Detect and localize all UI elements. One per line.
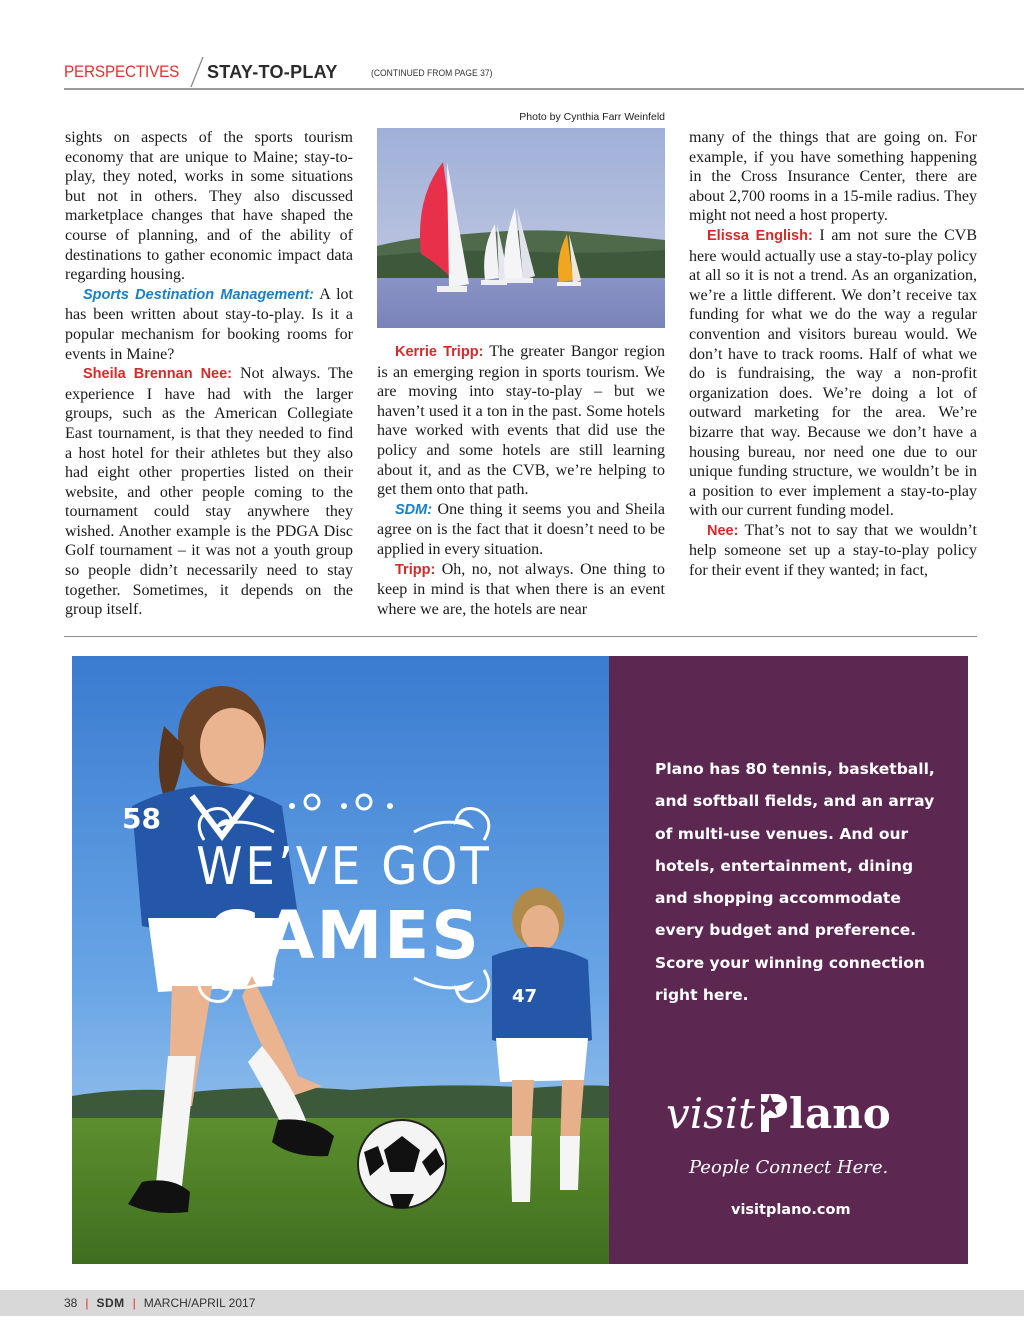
footer-divider: | (85, 1296, 89, 1310)
page-header (64, 58, 1024, 92)
speaker-name: Kerrie Tripp: (395, 344, 484, 360)
soccer-photo (72, 656, 609, 1264)
paragraph-text: That’s not to say that we wouldn’t help someone set up a stay-to-play policy for their event if they wanted; in fact, (689, 521, 977, 580)
magazine-name: SDM (96, 1296, 125, 1310)
article-column-3 (689, 128, 977, 581)
star-p-icon (755, 1088, 789, 1134)
paragraph (689, 521, 977, 581)
paragraph-text: A lot has been written about stay-to-play. Is it a popular mechanism for booking rooms for events in Maine? (65, 285, 353, 363)
speaker-name: Elissa English: (707, 227, 813, 244)
ad-copy-line: Score your winning connection (655, 953, 925, 972)
paragraph (377, 342, 665, 500)
speaker-name: Sports Destination Management: (83, 286, 314, 303)
continued-note: (CONTINUED FROM PAGE 37) (371, 68, 493, 79)
paragraph: many of the things that are going on. For example, if you have something happening in the Cross Insurance Center, there are about 2,700 rooms in a 15-mile radius. They might not need a host property. (689, 129, 977, 225)
jersey-number-58: 58 (122, 802, 161, 835)
page-title: STAY-TO-PLAY (207, 62, 338, 82)
paragraph (689, 226, 977, 521)
visit-plano-ad[interactable] (72, 656, 968, 1264)
headline-line-2: GAMES (207, 897, 481, 974)
header-rule (64, 88, 1024, 90)
paragraph (377, 560, 665, 620)
speaker-name: Nee: (707, 522, 739, 539)
ad-copy-line: and shopping accommodate (655, 889, 901, 908)
article-column-1 (65, 128, 353, 620)
headline-line-1: WE’VE GOT (196, 837, 492, 897)
paragraph-text: Not always. The experience I have had with the larger groups, such as the American Collegiate East tournament, is that they needed to find a host hotel for their athletes but they also had eight other properties listed on their website, and other people coming to the tournament could stay anywhere they wished. Another example is the PDGA Disc Golf tournament – it was not a youth group so people didn’t necessarily need to stay together. Sometimes, it depends on the group itself. (65, 365, 354, 619)
header-slash (188, 56, 206, 88)
page-footer (0, 1290, 1024, 1316)
paragraph-text: One thing it seems you and Sheila agree on is the fact that it doesn’t need to be applied in every situation. (377, 500, 665, 558)
footer-text (64, 1296, 255, 1310)
section-label: PERSPECTIVES (64, 62, 180, 81)
page-number: 38 (64, 1296, 78, 1310)
ad-copy (655, 753, 955, 1011)
ad-copy-line: every budget and preference. (655, 921, 917, 940)
sailboats-photo (377, 128, 665, 328)
ad-copy-line: of multi-use venues. And our (655, 824, 909, 843)
speaker-name: Sheila Brennan Nee: (83, 366, 233, 383)
ad-copy-line: right here. (655, 986, 749, 1005)
speaker-name: SDM: (395, 501, 433, 518)
issue-date: MARCH/APRIL 2017 (143, 1296, 256, 1310)
jersey-number-47: 47 (512, 986, 538, 1007)
ad-headline (184, 780, 504, 1020)
ad-url-link[interactable]: visitplano.com (731, 1202, 851, 1218)
ad-copy-line: Plano has 80 tennis, basketball, (655, 760, 935, 778)
article-column-2 (377, 342, 665, 619)
paragraph (65, 285, 353, 364)
logo-text-lano: lano (789, 1089, 891, 1138)
visit-plano-logo (666, 1088, 926, 1148)
section-divider (64, 636, 977, 637)
logo-text-visit: visit (666, 1089, 756, 1138)
photo-credit: Photo by Cynthia Farr Weinfeld (519, 111, 665, 123)
paragraph: sights on aspects of the sports tourism economy that are unique to Maine; stay-to-play, they noted, works in some situations but not in others. They also discussed marketplace changes that have shaped the course of planning, and of the ability of destinations to gather economic impact data regarding housing. (65, 129, 353, 284)
paragraph-text: I am not sure the CVB here would actually use a stay-to-play policy at all so it is not a trend. As an organization, we’re a little different. We don’t receive tax funding for what we do the way a regular convention and visitors bureau would. We don’t have to track rooms. Half of what we do is fundraising, the way a non-profit organization does. We’re doing a lot of outward marketing for the area. We’re bizarre that way. Because we don’t have a housing bureau, nor need one due to our unique funding structure, we wouldn’t be in a position to ever implement a stay-to-play with our current funding model. (689, 226, 977, 520)
speaker-name: Tripp: (395, 561, 436, 578)
ornament-flourish (184, 780, 504, 1020)
footer-divider: | (132, 1296, 136, 1310)
paragraph (65, 364, 353, 620)
paragraph-text: Oh, no, not always. One thing to keep in mind is that when there is an event where we are, the hotels are near (377, 560, 665, 618)
ad-copy-line: and softball fields, and an array (655, 792, 935, 811)
ad-tagline: People Connect Here. (689, 1157, 889, 1178)
paragraph-text: The greater Bangor region is an emerging region in sports tourism. We are moving into stay-to-play – but we haven’t used it a ton in the past. Some hotels have worked with events that did use the policy and some hotels are still learning about it, and as the CVB, we’re helping to get them onto that path. (377, 343, 666, 499)
ad-text-panel (609, 656, 968, 1264)
ad-copy-line: hotels, entertainment, dining (655, 856, 914, 875)
paragraph (377, 500, 665, 560)
